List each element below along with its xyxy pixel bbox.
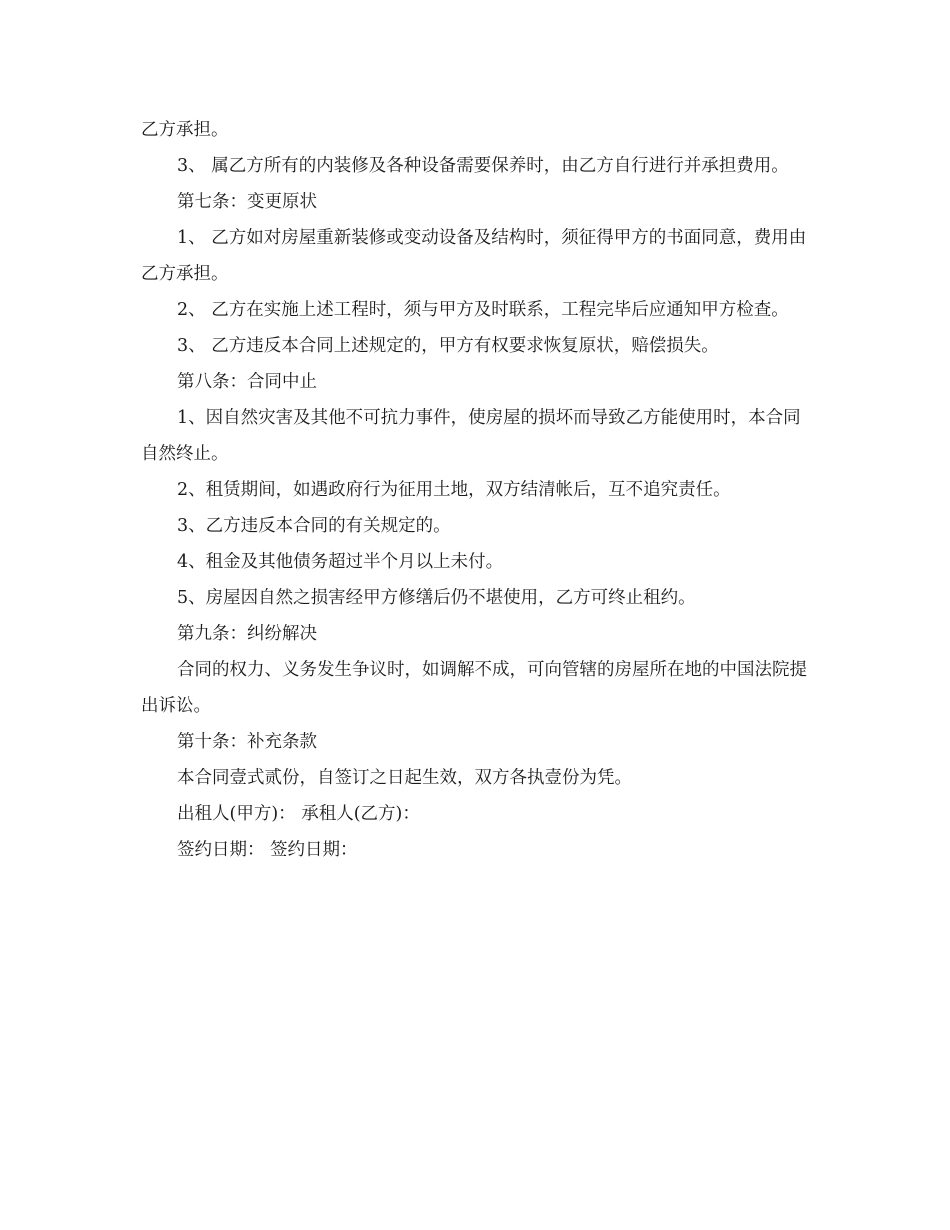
paragraph-clause-8-item-4: 4、租金及其他债务超过半个月以上未付。 <box>177 552 504 572</box>
signature-parties-line: 出租人(甲方)： 承租人(乙方)： <box>177 804 420 824</box>
paragraph-clause-7-item-2: 2、 乙方在实施上述工程时，须与甲方及时联系，工程完毕后应通知甲方检查。 <box>177 300 789 320</box>
paragraph-clause-8-item-3: 3、乙方违反本合同的有关规定的。 <box>177 516 451 536</box>
section-heading-article-10: 第十条：补充条款 <box>177 732 317 752</box>
document-body <box>141 112 813 868</box>
paragraph-clause-8-item-1: 1、因自然灾害及其他不可抗力事件，使房屋的损坏而导致乙方能使用时，本合同自然终止。 <box>141 408 801 464</box>
paragraph-clause-10-body: 本合同壹式贰份，自签订之日起生效，双方各执壹份为凭。 <box>177 768 632 788</box>
paragraph-clause-8-item-5: 5、房屋因自然之损害经甲方修缮后仍不堪使用，乙方可终止租约。 <box>177 588 696 608</box>
signature-date-line: 签约日期： 签约日期： <box>177 840 358 860</box>
paragraph-clause-6-item-3: 3、 属乙方所有的内装修及各种设备需要保养时，由乙方自行进行并承担费用。 <box>177 156 789 176</box>
paragraph-clause-8-item-2: 2、租赁期间，如遇政府行为征用土地，双方结清帐后，互不追究责任。 <box>177 480 731 500</box>
paragraph-clause-9-body: 合同的权力、义务发生争议时，如调解不成，可向管辖的房屋所在地的中国法院提出诉讼。 <box>141 660 807 716</box>
paragraph-continuation: 乙方承担。 <box>141 120 229 140</box>
paragraph-clause-7-item-3: 3、 乙方违反本合同上述规定的，甲方有权要求恢复原状，赔偿损失。 <box>177 336 719 356</box>
section-heading-article-7: 第七条：变更原状 <box>177 192 317 212</box>
section-heading-article-9: 第九条：纠纷解决 <box>177 624 317 644</box>
paragraph-clause-7-item-1: 1、 乙方如对房屋重新装修或变动设备及结构时，须征得甲方的书面同意，费用由乙方承担。 <box>141 228 807 284</box>
section-heading-article-8: 第八条：合同中止 <box>177 372 317 392</box>
